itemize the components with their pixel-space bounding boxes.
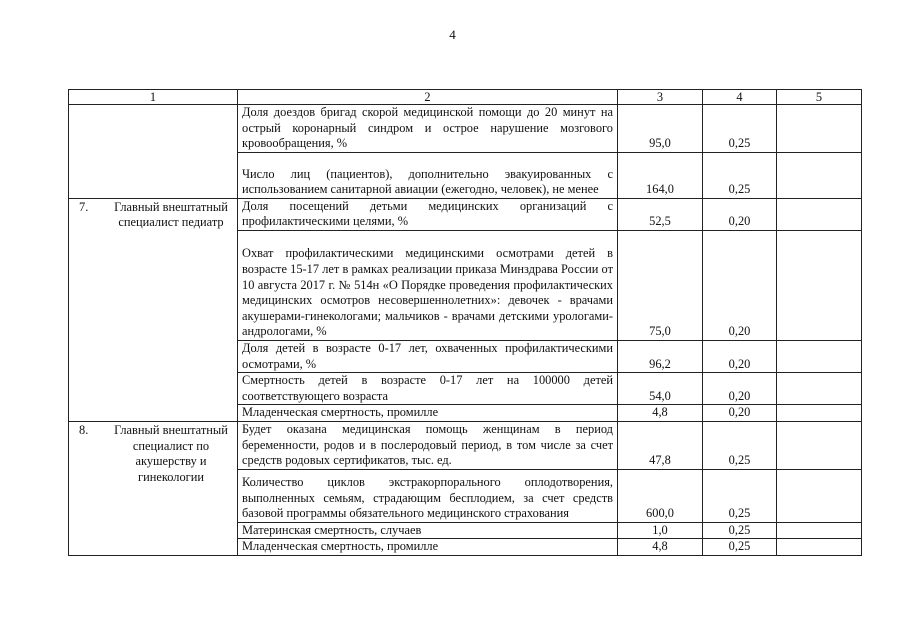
value-cell: 1,0	[618, 522, 703, 539]
indicator-cell: Охват профилактическими медицинскими осмотрами детей в возрасте 15-17 лет в рамках реализации приказа Минздрава России от 10 августа 2017 г. № 514н «О Порядке проведения профилактических медицинских осмотров несовершеннолетних»: девочек - врачами акушерами-гинекологами; мальчиков - врачами детскими урологами-андрологами, %	[238, 230, 618, 340]
page-number: 4	[449, 27, 456, 42]
empty-cell	[777, 421, 862, 469]
weight-cell: 0,25	[703, 522, 777, 539]
weight-cell: 0,20	[703, 340, 777, 372]
value-cell: 4,8	[618, 539, 703, 556]
indicator-cell: Младенческая смертность, промилле	[238, 405, 618, 422]
empty-cell	[777, 105, 862, 153]
header-row	[69, 90, 862, 105]
weight-cell: 0,25	[703, 105, 777, 153]
weight-cell: 0,25	[703, 539, 777, 556]
specialist-cell	[69, 105, 238, 199]
value-cell: 75,0	[618, 230, 703, 340]
value-cell: 52,5	[618, 198, 703, 230]
value-cell: 47,8	[618, 421, 703, 469]
specialist-cell	[69, 198, 238, 421]
weight-cell: 0,25	[703, 421, 777, 469]
value-cell: 95,0	[618, 105, 703, 153]
empty-cell	[777, 522, 862, 539]
weight-cell: 0,20	[703, 373, 777, 405]
empty-cell	[777, 198, 862, 230]
indicator-cell: Доля посещений детьми медицинских организаций с профилактическими целями, %	[238, 198, 618, 230]
value-cell: 164,0	[618, 152, 703, 198]
weight-cell: 0,20	[703, 405, 777, 422]
value-cell: 4,8	[618, 405, 703, 422]
indicator-cell: Доля доездов бригад скорой медицинской помощи до 20 минут на острый коронарный синдром и острое нарушение мозгового кровообращения, %	[238, 105, 618, 153]
value-cell: 96,2	[618, 340, 703, 372]
weight-cell: 0,20	[703, 198, 777, 230]
table-row	[69, 198, 862, 230]
empty-cell	[777, 230, 862, 340]
weight-cell: 0,20	[703, 230, 777, 340]
indicators-table	[68, 89, 862, 556]
empty-cell	[777, 469, 862, 522]
indicator-cell: Доля детей в возрасте 0-17 лет, охваченных профилактическими осмотрами, %	[238, 340, 618, 372]
column-header-4: 4	[703, 90, 777, 105]
table-row	[69, 421, 862, 469]
indicator-cell: Смертность детей в возрасте 0-17 лет на 100000 детей соответствующего возраста	[238, 373, 618, 405]
empty-cell	[777, 373, 862, 405]
specialist-name: Главный внештатный специалист по акушерству и гинекологии	[114, 422, 228, 484]
weight-cell: 0,25	[703, 152, 777, 198]
empty-cell	[777, 340, 862, 372]
value-cell: 54,0	[618, 373, 703, 405]
indicator-cell: Будет оказана медицинская помощь женщинам в период беременности, родов и в послеродовый период, в том числе за счет средств родовых сертификатов, тыс. ед.	[238, 421, 618, 469]
indicator-cell: Младенческая смертность, промилле	[238, 539, 618, 556]
empty-cell	[777, 539, 862, 556]
empty-cell	[777, 152, 862, 198]
group-number: 8.	[79, 422, 89, 437]
column-header-1: 1	[69, 90, 238, 105]
table-row	[69, 105, 862, 153]
specialist-cell	[69, 421, 238, 555]
group-number: 7.	[79, 199, 89, 214]
column-header-3: 3	[618, 90, 703, 105]
indicator-cell: Число лиц (пациентов), дополнительно эвакуированных с использованием санитарной авиации (ежегодно, человек), не менее	[238, 152, 618, 198]
indicator-cell: Материнская смертность, случаев	[238, 522, 618, 539]
empty-cell	[777, 405, 862, 422]
column-header-2: 2	[238, 90, 618, 105]
column-header-5: 5	[777, 90, 862, 105]
weight-cell: 0,25	[703, 469, 777, 522]
specialist-name: Главный внештатный специалист педиатр	[114, 199, 228, 230]
indicator-cell: Количество циклов экстракорпорального оплодотворения, выполненных семьям, страдающим бесплодием, за счет средств базовой программы обязательного медицинского страхования	[238, 469, 618, 522]
value-cell: 600,0	[618, 469, 703, 522]
